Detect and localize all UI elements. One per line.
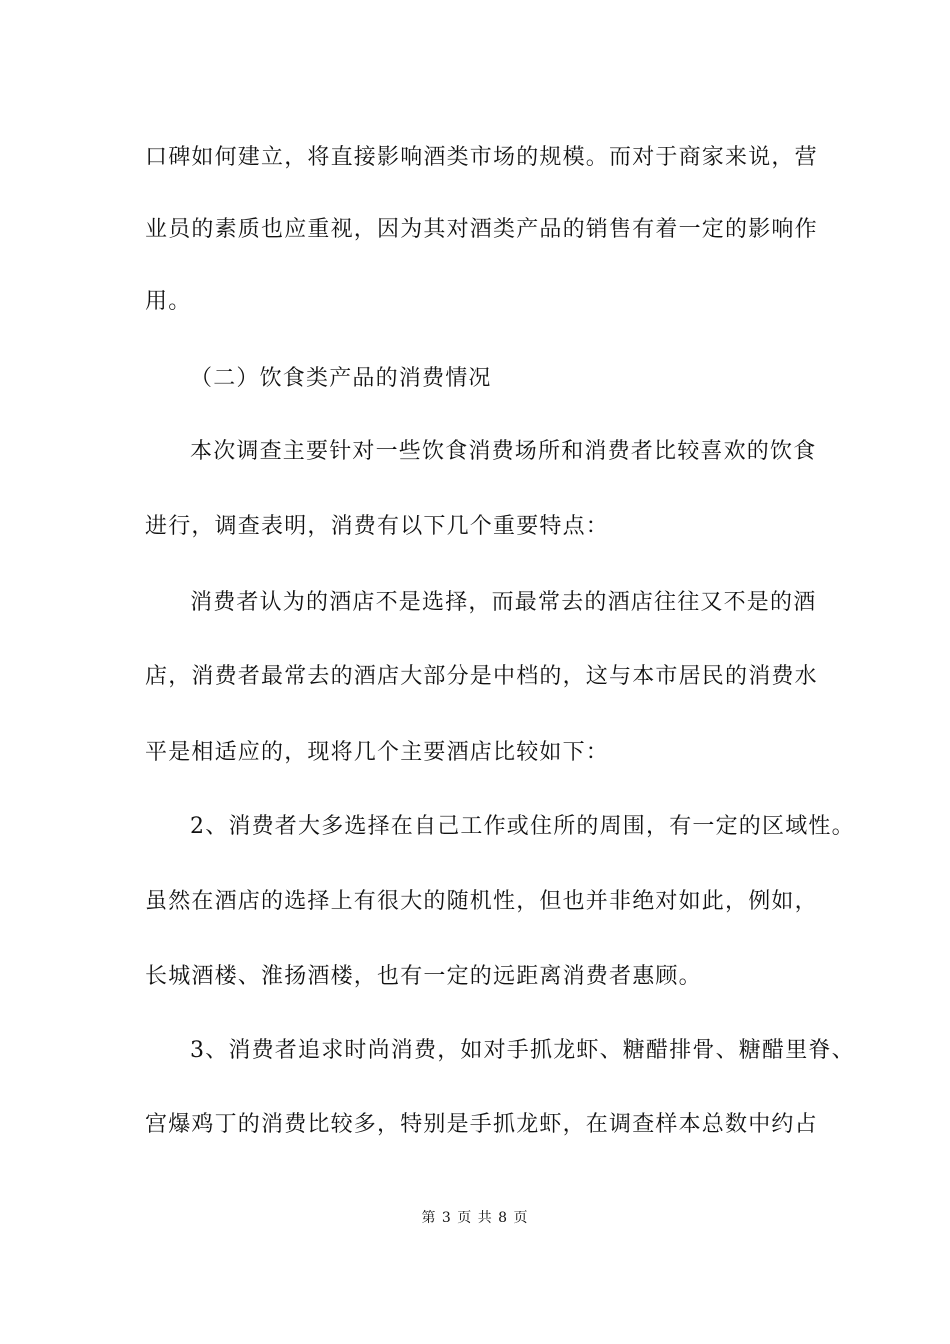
paragraph-line: 业员的素质也应重视，因为其对酒类产品的销售有着一定的影响作 <box>145 217 818 242</box>
paragraph-line: 长城酒楼、淮扬酒楼，也有一定的远距离消费者惠顾。 <box>145 964 702 989</box>
list-item-2: 2、消费者大多选择在自己工作或住所的周围，有一定的区域性。 <box>190 814 855 839</box>
page-number-footer: 第 3 页 共 8 页 <box>421 1210 529 1226</box>
paragraph-line: 口碑如何建立，将直接影响酒类市场的规模。而对于商家来说，营 <box>145 145 818 170</box>
paragraph-line: 本次调查主要针对一些饮食消费场所和消费者比较喜欢的饮食 <box>190 439 817 464</box>
paragraph-line: 平是相适应的，现将几个主要酒店比较如下： <box>145 740 610 765</box>
paragraph-line: 用。 <box>145 289 192 314</box>
section-heading: （二）饮食类产品的消费情况 <box>190 366 492 391</box>
paragraph-line: 消费者认为的酒店不是选择，而最常去的酒店往往又不是的酒 <box>190 590 817 615</box>
paragraph-line: 进行，调查表明，消费有以下几个重要特点： <box>145 514 610 539</box>
list-item-3: 3、消费者追求时尚消费，如对手抓龙虾、糖醋排骨、糖醋里脊、 <box>190 1038 855 1063</box>
paragraph-line: 店，消费者最常去的酒店大部分是中档的，这与本市居民的消费水 <box>145 664 818 689</box>
paragraph-line: 宫爆鸡丁的消费比较多，特别是手抓龙虾，在调查样本总数中约占 <box>145 1112 818 1137</box>
paragraph-line: 虽然在酒店的选择上有很大的随机性，但也并非绝对如此，例如， <box>145 889 818 914</box>
